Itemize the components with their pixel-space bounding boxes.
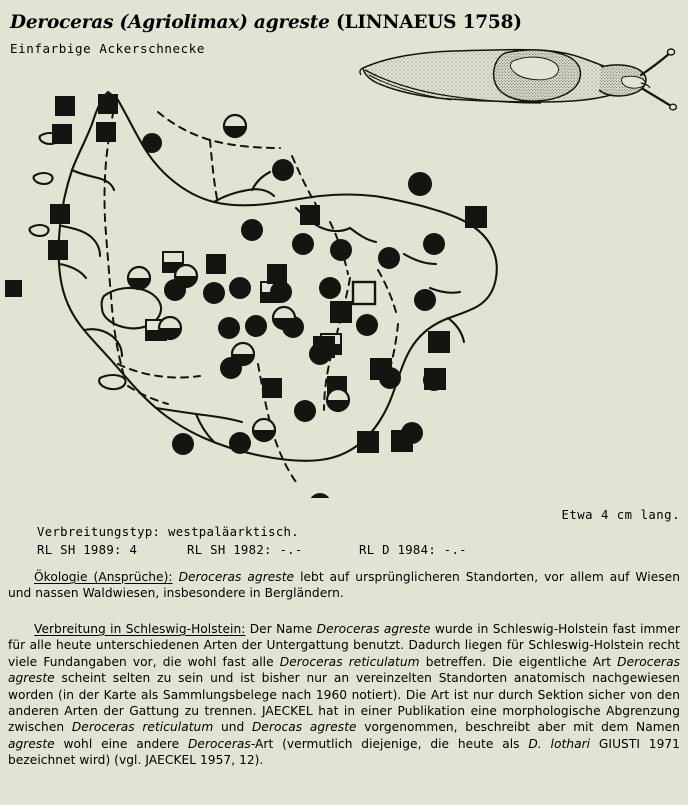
symbol-square-solid (262, 378, 282, 398)
distribution-heading: Verbreitung in Schleswig-Holstein: (34, 622, 246, 636)
dist-italic-8: D. lothari (528, 736, 591, 751)
dist-italic-6: agreste (8, 736, 55, 751)
symbol-circle-half (128, 267, 150, 289)
rl-sh-1989: RL SH 1989: 4 (37, 542, 138, 557)
ecology-species-name: Deroceras agreste (178, 570, 295, 584)
dist-text-6: vorgenommen, beschreibt aber mit dem Namen (356, 720, 680, 735)
symbol-circle-half (327, 389, 349, 411)
dist-italic-7: Deroceras (187, 736, 251, 751)
dist-italic-2: Deroceras reticulatum (279, 654, 420, 669)
distribution-map (0, 78, 540, 498)
verbreitungstyp-label: Verbreitungstyp: (37, 525, 161, 539)
symbol-square-solid (98, 94, 118, 114)
dist-italic-5: Derocas agreste (251, 720, 357, 735)
symbol-square-solid (55, 96, 75, 116)
symbol-square-solid (357, 431, 379, 453)
symbol-circle-half (175, 265, 197, 287)
dist-text-5: und (213, 720, 252, 735)
symbol-circle-half (232, 343, 254, 365)
symbol-circle-half (159, 317, 181, 339)
ecology-heading: Ökologie (Ansprüche): (34, 570, 173, 584)
ecology-paragraph (8, 569, 680, 602)
dist-text-4: scheint selten zu sein und ist bisher nur an vereinzelten Standorten anatomisch nachgewiesen worden (in der Karte als Sammlungsbelege nach 1960 notiert). Die Art ist nur durch Sektion sicher von den anderen Arten der Gattung zu trennen. JAECKEL hat in einer Publikation eine morphologische Abgrenzung zwischen (8, 671, 680, 735)
symbol-square-solid (48, 240, 68, 260)
species-common-name: Einfarbige Ackerschnecke (10, 41, 206, 56)
symbol-circle-half (224, 115, 246, 137)
rl-sh-1982: RL SH 1982: -.- (187, 542, 303, 557)
symbol-circle-half (253, 419, 275, 441)
symbol-square-solid (465, 206, 487, 228)
ecology-text: lebt auf ursprünglicheren Standorten, vor allem auf Wiesen und nassen Waldwiesen, insbesondere in Bergländern. (8, 570, 680, 601)
dist-italic-4: Deroceras reticulatum (71, 720, 214, 735)
symbol-square-solid (96, 122, 116, 142)
distribution-paragraph (8, 621, 680, 769)
verbreitungstyp-value: westpaläarktisch. (167, 525, 299, 539)
dist-text-2: wurde in Schleswig-Holstein fast immer für alle heute unterschiedenen Arten der Untergattung benutzt. Dadurch liegen für Schleswig-Holstein recht viele Fundangaben vor, die wohl fast alle (8, 622, 680, 669)
dist-text-9: GIUSTI 1971 bezeichnet wird) (vgl. JAECKEL 1957, 12). (8, 736, 680, 768)
species-scientific-name: Deroceras (Agriolimax) agreste (10, 12, 330, 33)
symbol-square-solid (50, 204, 70, 224)
page-title (10, 14, 522, 33)
symbol-circle-half (273, 307, 295, 329)
symbol-square-open (353, 282, 375, 304)
symbol-square-solid (267, 264, 287, 284)
dist-italic-1: Deroceras agreste (316, 622, 431, 636)
symbol-square-solid (428, 331, 450, 353)
symbol-square-solid (5, 280, 22, 297)
symbol-square-solid (330, 301, 352, 323)
rl-d-1984: RL D 1984: -.- (359, 542, 467, 557)
map-symbols (5, 94, 487, 498)
species-authority: (LINNAEUS 1758) (335, 12, 522, 33)
slug-size-caption: Etwa 4 cm lang. (561, 508, 680, 522)
metadata-block (37, 524, 467, 559)
dist-text-7: wohl eine andere (54, 736, 188, 751)
symbol-square-solid (300, 205, 320, 225)
dist-text-8: -Art (vermutlich diejenige, die heute als (250, 736, 529, 751)
verbreitungstyp-row (37, 524, 467, 542)
dist-text-3: betreffen. Die eigentliche Art (419, 654, 618, 669)
symbol-square-solid (52, 124, 72, 144)
dist-text-1: Der Name (245, 622, 317, 636)
dist-italic-3: Deroceras agreste (8, 654, 680, 686)
redlist-row (37, 542, 467, 560)
symbol-square-solid (206, 254, 226, 274)
